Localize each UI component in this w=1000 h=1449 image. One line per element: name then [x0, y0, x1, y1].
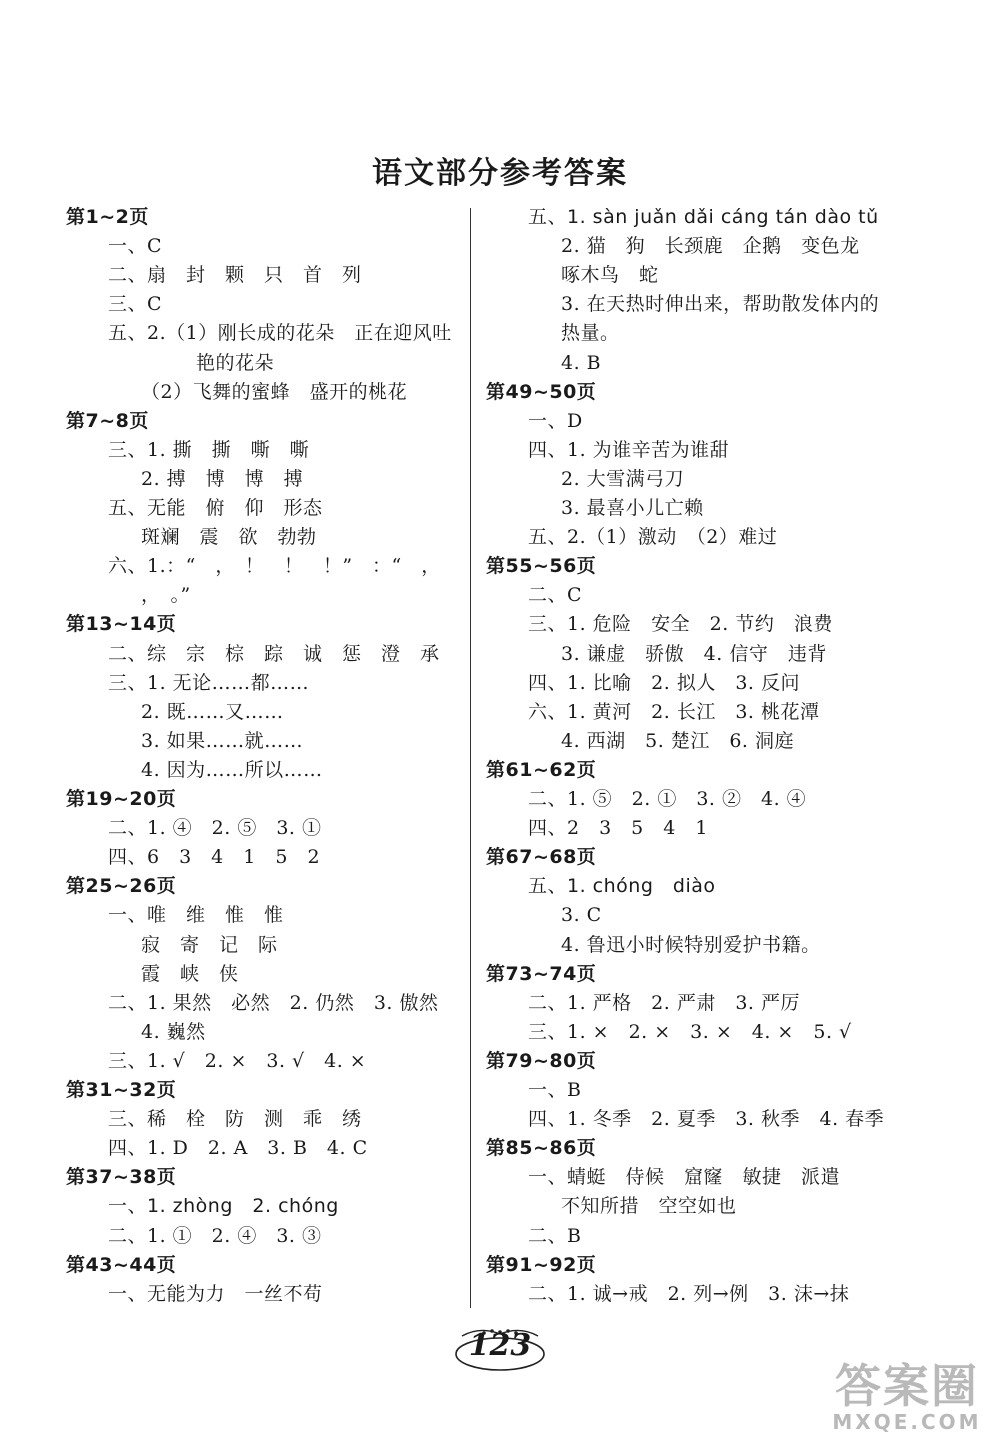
- answer-line: 四、1. 为谁辛苦为谁甜: [528, 438, 730, 461]
- answer-line: 3. 在天热时伸出来，帮助散发体内的: [561, 293, 880, 316]
- answer-line: 寂 寄 记 际: [141, 933, 278, 956]
- answer-line: 三、1. √ 2. × 3. √ 4. ×: [108, 1049, 367, 1072]
- answer-line: 三、1. × 2. × 3. × 4. × 5. √: [528, 1020, 852, 1043]
- answer-line: 啄木鸟 蛇: [561, 264, 659, 287]
- section-heading: 第13~14页: [66, 613, 177, 636]
- answer-line: 二、综 宗 棕 踪 诚 惩 澄 承: [108, 642, 440, 665]
- answer-line: 一、D: [528, 409, 583, 432]
- answer-line: 四、1. 冬季 2. 夏季 3. 秋季 4. 春季: [528, 1108, 885, 1131]
- answer-line: 五、1. chóng diào: [528, 875, 716, 898]
- answer-line: 艳的花朵: [196, 351, 275, 374]
- answer-line: 三、1. 无论……都……: [108, 671, 310, 694]
- answer-line: 四、1. 比喻 2. 拟人 3. 反问: [528, 671, 801, 694]
- answer-line: 三、1. 危险 安全 2. 节约 浪费: [528, 613, 833, 636]
- section-heading: 第7~8页: [66, 409, 149, 432]
- watermark: [822, 1360, 992, 1440]
- answer-line: 4. B: [561, 351, 602, 374]
- answer-line: 二、1. 果然 必然 2. 仍然 3. 傲然: [108, 991, 439, 1014]
- answer-line: 一、1. zhòng 2. chóng: [108, 1195, 339, 1218]
- answer-line: 一、B: [528, 1079, 582, 1101]
- answer-line: 3. 最喜小儿亡赖: [561, 497, 704, 519]
- answer-line: ， 。”: [141, 584, 191, 607]
- answer-line: 二、1. ⑤ 2. ① 3. ② 4. ④: [528, 788, 807, 810]
- section-heading: 第43~44页: [66, 1253, 177, 1276]
- answer-line: 一、蜻蜓 侍候 窟窿 敏捷 派遣: [528, 1166, 841, 1189]
- answer-line: 2. 大雪满弓刀: [561, 467, 685, 490]
- section-heading: 第79~80页: [486, 1049, 597, 1072]
- answer-line: 二、1. 严格 2. 严肃 3. 严厉: [528, 991, 801, 1014]
- answer-line: 五、2.（1）刚长成的花朵 正在迎风吐: [108, 322, 452, 345]
- answer-line: 3. 如果……就……: [141, 729, 304, 752]
- section-heading: 第37~38页: [66, 1166, 177, 1189]
- answer-line: 不知所措 空空如也: [561, 1195, 737, 1218]
- answer-line: 2. 搏 博 博 搏: [141, 467, 304, 490]
- answer-line: 4. 鲁迅小时候特别爱护书籍。: [561, 933, 821, 956]
- answer-line: 一、C: [108, 235, 163, 258]
- answer-line: 4. 因为……所以……: [141, 758, 323, 781]
- answer-line: 四、6 3 4 1 5 2: [108, 846, 321, 869]
- answer-line: 五、1. sàn juǎn dǎi cáng tán dào tǔ: [528, 206, 879, 228]
- answer-line: 一、唯 维 惟 惟: [108, 904, 284, 927]
- answer-line: 4. 巍然: [141, 1020, 206, 1043]
- answer-line: 二、1. ④ 2. ⑤ 3. ①: [108, 817, 322, 840]
- answer-line: 四、1. D 2. A 3. B 4. C: [108, 1137, 368, 1160]
- section-heading: 第91~92页: [486, 1253, 597, 1276]
- answer-line: 热量。: [561, 322, 620, 345]
- answer-line: 二、扇 封 颗 只 首 列: [108, 264, 362, 287]
- answer-line: 霞 峡 侠: [141, 962, 239, 985]
- section-heading: 第55~56页: [486, 555, 597, 578]
- section-heading: 第73~74页: [486, 962, 597, 985]
- answer-line: 斑斓 震 欲 勃勃: [141, 526, 317, 549]
- answer-line: 五、2.（1）激动 （2）难过: [528, 526, 778, 549]
- section-heading: 第61~62页: [486, 758, 597, 781]
- answer-line: 五、无能 俯 仰 形态: [108, 497, 323, 519]
- answer-line: 二、B: [528, 1224, 582, 1247]
- answer-line: 三、C: [108, 293, 163, 316]
- section-heading: 第49~50页: [486, 380, 597, 403]
- answer-line: 四、2 3 5 4 1: [528, 817, 708, 840]
- answer-line: 二、1. ① 2. ④ 3. ③: [108, 1224, 322, 1247]
- watermark-logo: 答案圈: [835, 1359, 979, 1413]
- answer-line: 2. 猫 狗 长颈鹿 企鹅 变色龙: [561, 235, 860, 258]
- answer-line: 3. 谦虚 骄傲 4. 信守 违背: [561, 642, 827, 665]
- answer-line: 二、1. 诚→戒 2. 列→例 3. 沫→抹: [528, 1282, 850, 1305]
- section-heading: 第67~68页: [486, 846, 597, 869]
- watermark-site: MXQE.COM: [832, 1410, 982, 1434]
- answer-line: 2. 既……又……: [141, 700, 284, 723]
- answer-line: 三、1. 撕 撕 嘶 嘶: [108, 438, 310, 461]
- answer-line: 六、1. 黄河 2. 长江 3. 桃花潭: [528, 700, 820, 723]
- answer-line: 六、1.：“ ， ！ ！ ！” ：“ ，: [108, 555, 441, 578]
- answer-line: 二、C: [528, 584, 583, 607]
- section-heading: 第25~26页: [66, 875, 177, 898]
- section-heading: 第19~20页: [66, 788, 177, 810]
- column-divider: [470, 208, 471, 1308]
- answer-line: 4. 西湖 5. 楚江 6. 洞庭: [561, 729, 795, 752]
- section-heading: 第1~2页: [66, 206, 149, 228]
- answer-line: 三、稀 栓 防 测 乖 绣: [108, 1108, 362, 1131]
- answer-line: 3. C: [561, 904, 602, 927]
- page-number: [440, 1324, 560, 1374]
- section-heading: 第85~86页: [486, 1137, 597, 1160]
- answer-line: （2）飞舞的蜜蜂 盛开的桃花: [141, 380, 408, 403]
- answer-line: 一、无能为力 一丝不苟: [108, 1282, 323, 1305]
- page-title: 语文部分参考答案: [372, 156, 628, 191]
- section-heading: 第31~32页: [66, 1079, 177, 1101]
- page-number-text: 123: [468, 1328, 532, 1363]
